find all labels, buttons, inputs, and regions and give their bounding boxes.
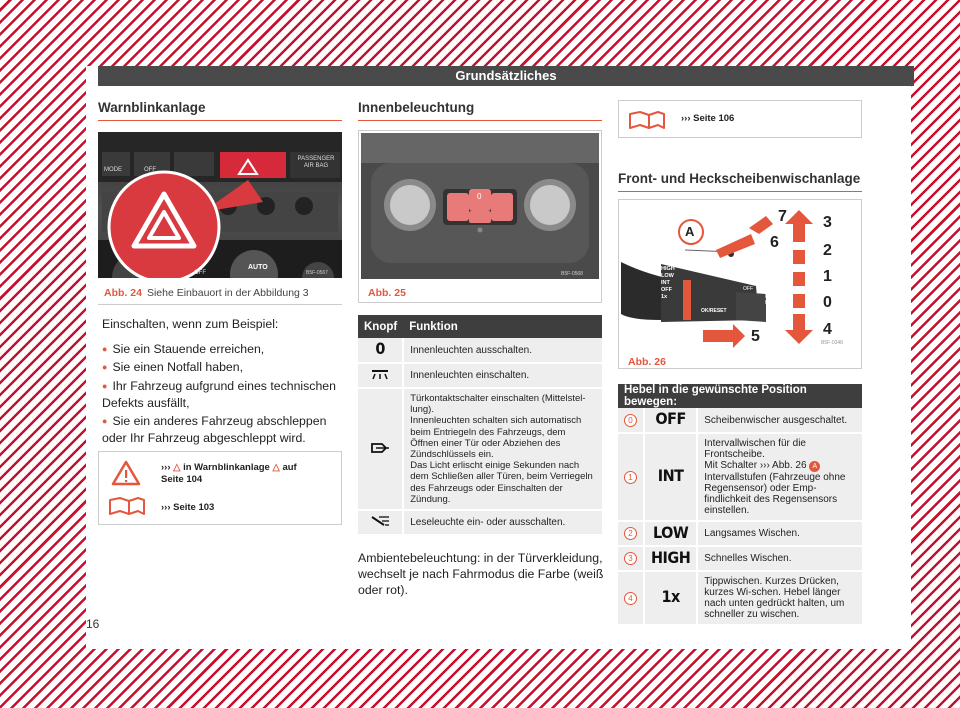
lighting-table [358,315,602,536]
btn-label-mode: MODE [104,167,122,173]
table-row [358,363,602,388]
hazard-figure-svg [98,132,342,278]
table-cell: Innenleuchten einschalten. [403,363,602,388]
small-warning-icon-2: △ [272,462,280,473]
table-row [618,433,862,521]
figure-code-26: B5F-0348 [821,340,843,346]
note-ref-106[interactable]: ››› Seite 106 [681,113,735,124]
figure-code: B5F-0567 [306,270,328,276]
table-row [358,338,602,363]
marker-a: A [685,224,695,239]
lever-label: HIGH [661,266,675,272]
note-ref-1[interactable] [161,462,297,486]
figure-number: Abb. 24 [104,287,142,299]
lever-label: 1x [661,294,668,300]
section-title-wischanlage: Front- und Heckscheibenwischanlage [618,171,862,192]
interior-light-on-icon [358,363,403,388]
interior-light-svg [361,133,599,279]
warning-icon [111,460,141,486]
position-number: 2 [624,527,637,540]
caption-rule [98,304,342,305]
single-wipe-icon: 1x [644,571,697,625]
position-number: 0 [624,414,637,427]
marker-4: 4 [823,321,832,338]
table-cell-long: Türkontaktschalter einschalten (Mittelstel-lung). Innenleuchten schalten sich automatisch beim Entriegeln des Fahrzeugs, dem Öffnen einer Tür oder Abziehen des Zündschlüssels ein. Das Licht erlischt einige Sekunden nach dem Schließen aller Türen, beim Verriegeln des Fahrzeugs oder Einschalten der Zündung. [403,388,602,510]
book-icon [627,108,667,132]
cell-text-c: Intervallstufen (Fahrzeuge ohne Regensensor) oder Emp-findlichkeit des Regensensors einstellen. [704,472,846,516]
bullet-3: ● Ihr Fahrzeug aufgrund eines technischen Defekts ausfällt, [102,378,338,411]
small-warning-icon: △ [173,462,181,473]
table-row [618,408,862,433]
marker-7: 7 [778,208,787,225]
table-cell: Schnelles Wischen. [697,546,862,571]
btn-label-auto: AUTO [248,264,268,271]
position-number: 4 [624,592,637,605]
intro-text: Einschalten, wenn zum Beispiel: [102,317,279,331]
table-cell: Innenleuchten ausschalten. [403,338,602,363]
reading-light-icon [358,510,403,535]
ambient-lighting-text: Ambientebeleuchtung: in der Türverkleidung, wechselt je nach Fahrmodus die Farbe (weiß oder rot). [358,551,604,597]
marker-a-inline: A [809,461,820,472]
page-header: Grundsätzliches [98,66,914,86]
position-number: 1 [624,471,637,484]
marker-2: 2 [823,242,832,259]
table-row [618,521,862,546]
bullet-4: ● Sie ein anderes Fahrzeug abschleppen oder Ihr Fahrzeug abgeschleppt wird. [102,413,338,446]
hazard-switch-photo [98,132,342,278]
lever-label-okreset: OK/RESET [701,308,727,314]
lever-positions [661,266,675,301]
cell-text-b[interactable]: Mit Schalter ››› Abb. 26 [704,460,807,471]
bullet-2: ● Sie einen Notfall haben, [102,359,342,376]
table-row [358,510,602,535]
button-zero-label: 0 [477,192,482,201]
figure-number-26: Abb. 26 [628,356,666,368]
position-number: 3 [624,552,637,565]
btn-label-off: OFF [144,167,156,173]
table-header: Hebel in die gewünschte Position bewegen: [618,384,862,408]
cell-text-a: Intervallwischen für die Frontscheibe. [704,438,806,460]
door-contact-icon [358,388,403,510]
interior-light-photo [361,133,599,279]
figure-code-25: B5F-0568 [561,271,583,277]
note-box-warning [98,451,342,525]
int-icon: INT [644,433,697,521]
section-title-warnblinkanlage: Warnblinkanlage [98,100,342,121]
table-header-row [358,315,602,338]
figure-caption-text: Siehe Einbauort in der Abbildung 3 [146,287,309,299]
manual-page [86,66,911,649]
table-header-row [618,384,862,408]
figure-caption-25 [368,287,411,299]
lever-label: LOW [661,273,674,279]
note-box-page-106 [618,100,862,138]
col-header-knopf: Knopf [358,315,403,338]
wiper-table [618,384,862,626]
table-row [358,388,602,510]
figure-number-25: Abb. 25 [368,287,406,299]
off-icon: OFF [644,408,697,433]
lever-label-trip: T R I P [765,282,769,306]
table-row [618,546,862,571]
marker-0: 0 [823,294,832,311]
section-title-innenbeleuchtung: Innenbeleuchtung [358,100,602,121]
lever-label: INT [661,280,670,286]
table-cell: Scheibenwischer ausgeschaltet. [697,408,862,433]
table-cell: Leseleuchte ein- oder ausschalten. [403,510,602,535]
note-ref-text: in Warnblinkanlage [183,462,270,473]
table-cell: Tippwischen. Kurzes Drücken, kurzes Wi-schen. Hebel länger nach unten gedrückt halten, um schneller zu wischen. [697,571,862,625]
lever-label: OFF [661,287,672,293]
marker-5: 5 [751,328,760,345]
figure-caption-24 [104,287,309,299]
wiper-lever-diagram [621,202,859,348]
table-cell [697,433,862,521]
col-header-funktion: Funktion [403,315,602,338]
book-icon [107,494,147,518]
note-ref-page: Seite 104 [161,474,203,485]
btn-label-airbag: PASSENGER AIR BAG [297,156,335,169]
zero-icon: 0 [358,338,403,363]
note-ref-arrows: ››› [161,462,171,473]
marker-1: 1 [823,268,832,285]
lever-label-off: OFF [743,286,753,292]
table-cell: Langsames Wischen. [697,521,862,546]
low-icon: LOW [644,521,697,546]
table-row [618,571,862,625]
marker-6: 6 [770,234,779,251]
page-number: 16 [86,617,100,631]
figure-caption-26 [628,356,671,368]
btn-label-off-2: OFF [194,270,206,276]
note-ref-auf: auf [282,462,297,473]
bullet-1: ● Sie ein Stauende erreichen, [102,341,342,358]
marker-3: 3 [823,214,832,231]
note-ref-2[interactable]: ››› Seite 103 [161,502,215,513]
high-icon: HIGH [644,546,697,571]
